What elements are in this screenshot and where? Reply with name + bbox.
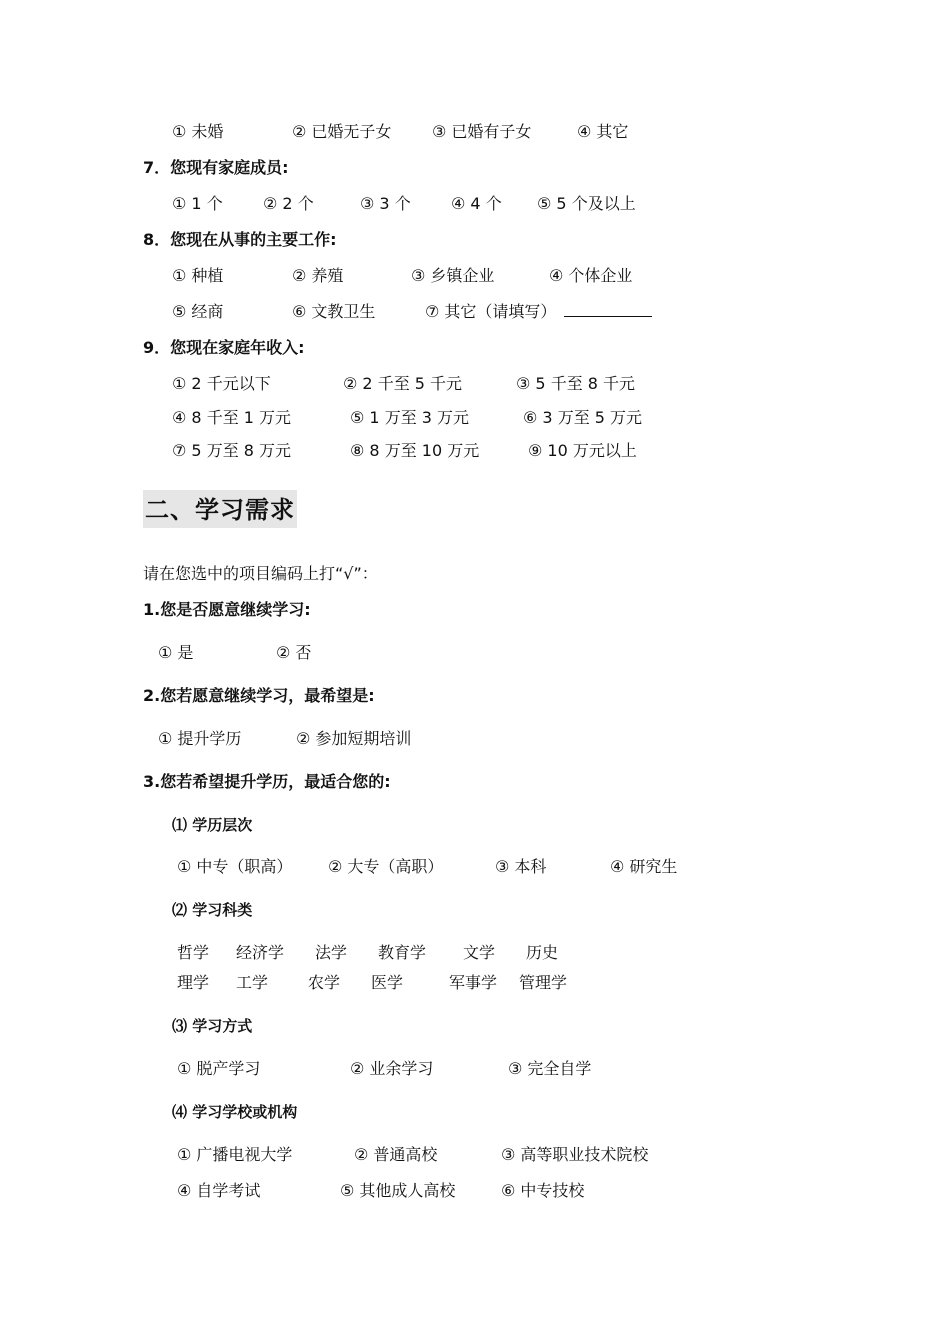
instruction-row xyxy=(0,562,950,586)
q8-option-4[interactable]: ④ 个体企业 xyxy=(549,266,633,285)
s3-p3-options-row xyxy=(0,1057,950,1081)
q8-option-1[interactable]: ① 种植 xyxy=(172,266,224,285)
s3-p1-option-2[interactable]: ② 大专（高职） xyxy=(328,857,444,876)
q6-option-3[interactable]: ③ 已婚有子女 xyxy=(432,122,532,141)
q7-title-text: 7．您现有家庭成员: xyxy=(143,158,289,177)
s1-option-1[interactable]: ① 是 xyxy=(158,643,194,662)
s3-title-text: 3.您若希望提升学历，最适合您的: xyxy=(143,772,391,791)
s2-options-row xyxy=(0,727,950,751)
q7-options-row xyxy=(0,192,950,216)
q9-option-6[interactable]: ⑥ 3 万至 5 万元 xyxy=(523,408,643,427)
q9-title xyxy=(0,336,950,360)
section-heading: 二、学习需求 xyxy=(143,490,297,528)
s3-p1-option-4[interactable]: ④ 研究生 xyxy=(610,857,678,876)
q7-option-1[interactable]: ① 1 个 xyxy=(172,194,223,213)
q9-option-4[interactable]: ④ 8 千至 1 万元 xyxy=(172,408,292,427)
subject-option[interactable]: 文学 xyxy=(463,943,496,962)
s3-p1-option-1[interactable]: ① 中专（职高） xyxy=(177,857,293,876)
q9-option-9[interactable]: ⑨ 10 万元以上 xyxy=(528,441,637,460)
q9-options-row-3 xyxy=(0,439,950,463)
q9-options-row-1 xyxy=(0,372,950,396)
s3-p4-option-3[interactable]: ③ 高等职业技术院校 xyxy=(501,1145,649,1164)
q6-option-2[interactable]: ② 已婚无子女 xyxy=(292,122,392,141)
s3-p4-option-4[interactable]: ④ 自学考试 xyxy=(177,1181,261,1200)
s3-p2-row-1 xyxy=(0,941,950,965)
s3-p4-option-2[interactable]: ② 普通高校 xyxy=(354,1145,438,1164)
q9-title-text: 9．您现在家庭年收入: xyxy=(143,338,305,357)
q8-option-5[interactable]: ⑤ 经商 xyxy=(172,302,224,321)
s3-p4-option-5[interactable]: ⑤ 其他成人高校 xyxy=(340,1181,456,1200)
s3-p2-title-text: ⑵ 学习科类 xyxy=(172,901,253,919)
instruction-text: 请在您选中的项目编码上打“√”： xyxy=(143,564,378,583)
subject-option[interactable]: 农学 xyxy=(308,973,341,992)
subject-option[interactable]: 经济学 xyxy=(236,943,285,962)
q9-option-1[interactable]: ① 2 千元以下 xyxy=(172,374,271,393)
q8-fill-in-blank[interactable] xyxy=(564,302,652,317)
subject-option[interactable]: 哲学 xyxy=(177,943,210,962)
s2-option-2[interactable]: ② 参加短期培训 xyxy=(296,729,412,748)
q9-options-row-2 xyxy=(0,406,950,430)
q7-option-5[interactable]: ⑤ 5 个及以上 xyxy=(537,194,636,213)
q6-options-row xyxy=(0,120,950,144)
subject-option[interactable]: 医学 xyxy=(371,973,404,992)
s1-title xyxy=(0,598,950,622)
s3-p3-option-2[interactable]: ② 业余学习 xyxy=(350,1059,434,1078)
q8-options-row-2 xyxy=(0,300,950,324)
q9-option-8[interactable]: ⑧ 8 万至 10 万元 xyxy=(350,441,480,460)
s3-p4-title xyxy=(0,1100,950,1124)
q8-option-6[interactable]: ⑥ 文教卫生 xyxy=(292,302,376,321)
s1-options-row xyxy=(0,641,950,665)
q8-option-2[interactable]: ② 养殖 xyxy=(292,266,344,285)
s1-title-text: 1.您是否愿意继续学习: xyxy=(143,600,311,619)
s3-p4-options-row-2 xyxy=(0,1179,950,1203)
subject-option[interactable]: 理学 xyxy=(177,973,210,992)
s3-p1-options-row xyxy=(0,855,950,879)
q8-title xyxy=(0,228,950,252)
s3-p1-title-text: ⑴ 学历层次 xyxy=(172,816,253,834)
q9-option-7[interactable]: ⑦ 5 万至 8 万元 xyxy=(172,441,292,460)
q6-option-1[interactable]: ① 未婚 xyxy=(172,122,224,141)
subject-option[interactable]: 历史 xyxy=(526,943,559,962)
s2-option-1[interactable]: ① 提升学历 xyxy=(158,729,242,748)
q9-option-5[interactable]: ⑤ 1 万至 3 万元 xyxy=(350,408,470,427)
q7-title xyxy=(0,156,950,180)
s3-p4-title-text: ⑷ 学习学校或机构 xyxy=(172,1103,298,1121)
s1-option-2[interactable]: ② 否 xyxy=(276,643,312,662)
q8-option-7[interactable]: ⑦ 其它（请填写） xyxy=(425,302,557,321)
subject-option[interactable]: 教育学 xyxy=(378,943,427,962)
s3-p3-option-3[interactable]: ③ 完全自学 xyxy=(508,1059,592,1078)
s3-title xyxy=(0,770,950,794)
q6-option-4[interactable]: ④ 其它 xyxy=(577,122,629,141)
q9-option-3[interactable]: ③ 5 千至 8 千元 xyxy=(516,374,636,393)
q7-option-3[interactable]: ③ 3 个 xyxy=(360,194,411,213)
subject-option[interactable]: 管理学 xyxy=(519,973,568,992)
s3-p3-option-1[interactable]: ① 脱产学习 xyxy=(177,1059,261,1078)
s3-p4-option-1[interactable]: ① 广播电视大学 xyxy=(177,1145,293,1164)
s3-p1-option-3[interactable]: ③ 本科 xyxy=(495,857,547,876)
subject-option[interactable]: 工学 xyxy=(236,973,269,992)
s3-p4-option-6[interactable]: ⑥ 中专技校 xyxy=(501,1181,585,1200)
subject-option[interactable]: 军事学 xyxy=(449,973,498,992)
subject-option[interactable]: 法学 xyxy=(315,943,348,962)
s3-p3-title xyxy=(0,1014,950,1038)
q8-title-text: 8．您现在从事的主要工作: xyxy=(143,230,337,249)
q8-options-row-1 xyxy=(0,264,950,288)
s3-p2-row-2 xyxy=(0,971,950,995)
s3-p4-options-row-1 xyxy=(0,1143,950,1167)
q7-option-2[interactable]: ② 2 个 xyxy=(263,194,314,213)
s2-title-text: 2.您若愿意继续学习，最希望是: xyxy=(143,686,375,705)
q8-option-3[interactable]: ③ 乡镇企业 xyxy=(411,266,495,285)
q9-option-2[interactable]: ② 2 千至 5 千元 xyxy=(343,374,463,393)
s2-title xyxy=(0,684,950,708)
s3-p2-title xyxy=(0,898,950,922)
s3-p3-title-text: ⑶ 学习方式 xyxy=(172,1017,253,1035)
q8-option-7-group xyxy=(425,300,652,324)
q7-option-4[interactable]: ④ 4 个 xyxy=(451,194,502,213)
s3-p1-title xyxy=(0,813,950,837)
